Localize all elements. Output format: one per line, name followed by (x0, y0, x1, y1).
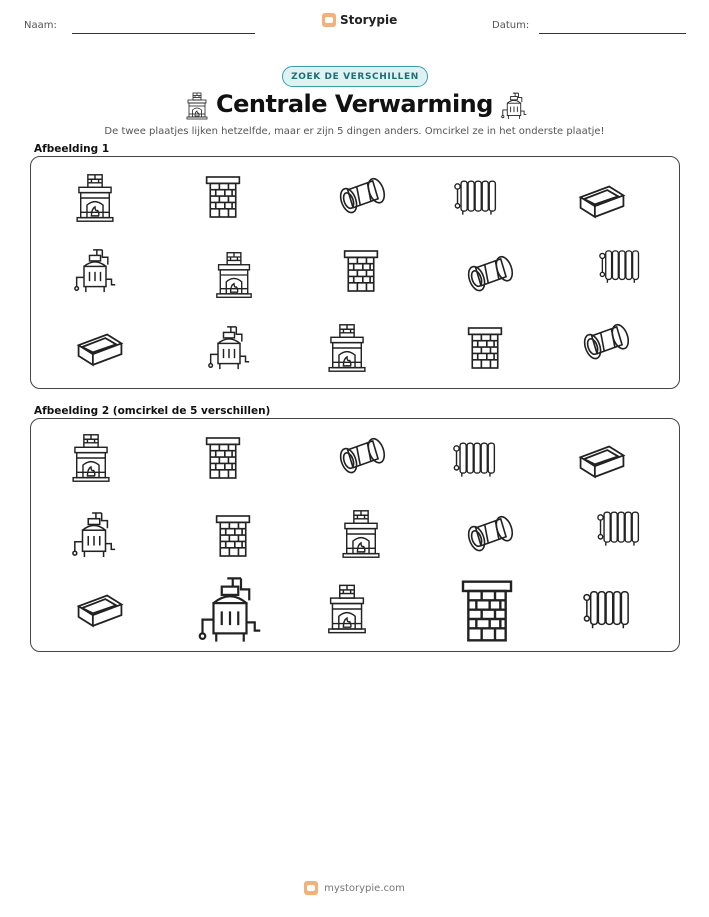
radiator-icon[interactable] (597, 507, 641, 549)
duct-icon (577, 179, 627, 219)
section-1-label: Afbeelding 1 (34, 143, 110, 155)
pipe-icon (581, 321, 631, 365)
fireplace-icon (75, 173, 115, 223)
fireplace-icon[interactable] (327, 583, 367, 635)
duct-icon[interactable] (577, 439, 627, 479)
storypie-logo-icon (322, 13, 336, 27)
fireplace-icon[interactable] (71, 433, 111, 483)
footer-url: mystorypie.com (324, 882, 405, 894)
radiator-icon[interactable] (583, 587, 631, 631)
brand-name: Storypie (340, 13, 398, 27)
chimney-icon (465, 325, 505, 371)
boiler-icon[interactable] (71, 511, 117, 559)
brand-logo (322, 13, 397, 27)
chimney-icon[interactable] (457, 579, 517, 643)
boiler-icon (73, 247, 117, 295)
duct-icon[interactable] (75, 587, 125, 629)
radiator-icon (454, 177, 498, 217)
instructions: De twee plaatjes lijken hetzelfde, maar er zijn 5 dingen anders. Omcirkel ze in het onderste plaatje! (104, 126, 605, 137)
radiator-icon[interactable] (453, 439, 497, 479)
picture-2-panel[interactable] (30, 418, 680, 652)
boiler-icon (207, 323, 251, 373)
pipe-icon (337, 175, 387, 219)
picture-1-panel (30, 156, 680, 389)
boiler-icon[interactable] (197, 575, 263, 645)
fireplace-icon (327, 323, 367, 373)
activity-badge: ZOEK DE VERSCHILLEN (282, 66, 428, 87)
fireplace-icon[interactable] (341, 509, 381, 559)
pipe-icon[interactable] (465, 513, 515, 557)
storypie-logo-icon (304, 881, 318, 895)
footer (0, 881, 709, 895)
chimney-icon[interactable] (213, 513, 253, 559)
page-title: Centrale Verwarming (216, 90, 493, 118)
pipe-icon (465, 253, 515, 297)
fireplace-icon (215, 251, 253, 299)
pipe-icon[interactable] (337, 435, 387, 479)
section-2-label: Afbeelding 2 (omcirkel de 5 verschillen) (34, 405, 271, 417)
name-line[interactable] (72, 33, 255, 34)
chimney-icon (341, 249, 381, 293)
date-label: Datum: (492, 20, 530, 31)
chimney-icon[interactable] (203, 435, 243, 481)
date-line[interactable] (539, 33, 686, 34)
name-label: Naam: (24, 20, 57, 31)
radiator-icon (599, 245, 641, 287)
boiler-icon (500, 92, 528, 120)
chimney-icon (203, 175, 243, 219)
duct-icon (75, 327, 125, 367)
